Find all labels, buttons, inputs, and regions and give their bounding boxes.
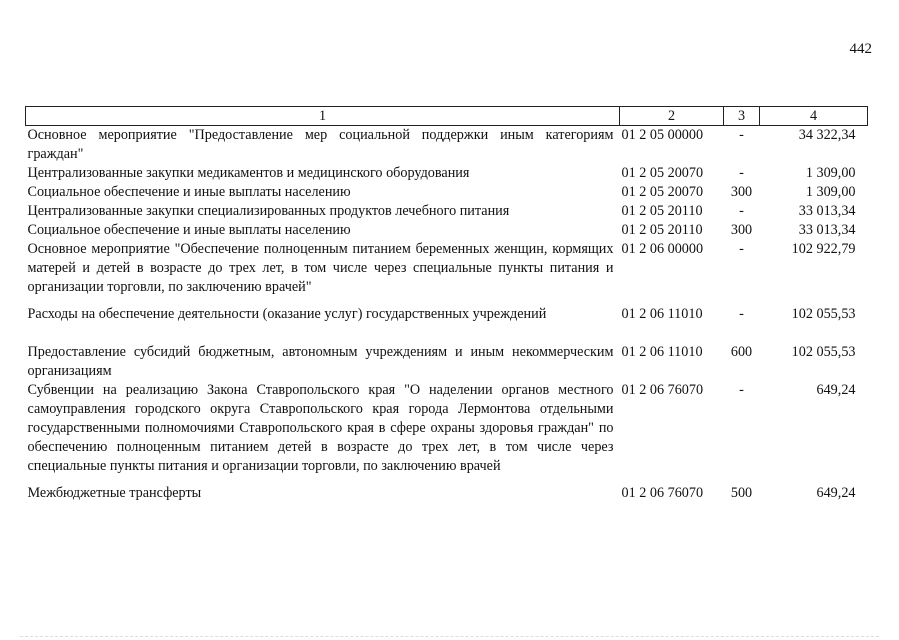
row-code: 01 2 05 20110: [621, 203, 703, 219]
row-amount: 102 055,53: [791, 306, 856, 322]
table-row: [26, 240, 868, 305]
header-col-1: 1: [26, 107, 620, 126]
table-row: [26, 305, 868, 343]
row-amount: 1 309,00: [805, 184, 856, 200]
budget-table: [25, 106, 868, 503]
header-col-2: 2: [620, 107, 724, 126]
row-code: 01 2 06 76070: [621, 485, 704, 501]
header-col-3: 3: [724, 107, 760, 126]
row-amount: 649,24: [816, 485, 856, 501]
table-row: [26, 221, 868, 240]
row-amount: 33 013,34: [798, 222, 856, 238]
row-type: 300: [730, 184, 753, 200]
row-code: 01 2 06 00000: [621, 241, 704, 257]
row-name: Основное мероприятие "Предоставление мер социальной поддержки иным категориям граждан": [27, 127, 614, 162]
row-name: Централизованные закупки медикаментов и медицинского оборудования: [27, 165, 470, 181]
table-row: [26, 381, 868, 484]
row-code: 01 2 05 20070: [621, 165, 704, 181]
table-row: [26, 126, 868, 165]
row-amount: 649,24: [816, 382, 856, 398]
table-row: [26, 202, 868, 221]
row-type: -: [739, 306, 744, 322]
header-col-4: 4: [760, 107, 868, 126]
row-type: -: [739, 127, 744, 143]
row-amount: 34 322,34: [798, 127, 856, 143]
table-row: [26, 484, 868, 503]
page-number: 442: [849, 41, 872, 57]
row-name: Субвенции на реализацию Закона Ставропольского края "О наделении органов местного самоуправления городского округа Ставропольского края города Лермонтова отдельными государственными полномочиями Ставропольского края в сфере охраны здоровья граждан" по обеспечению полноценным питанием детей в возрасте до трех лет, в том числе через специальные пункты питания и организации торговли, по заключению врачей: [27, 382, 614, 474]
row-type: -: [739, 382, 744, 398]
row-type: -: [739, 165, 744, 181]
row-name: Расходы на обеспечение деятельности (оказание услуг) государственных учреждений: [27, 306, 547, 322]
table-row: [26, 164, 868, 183]
row-type: 300: [730, 222, 753, 238]
row-code: 01 2 06 11010: [621, 306, 703, 322]
table-row: [26, 343, 868, 381]
row-type: -: [739, 241, 744, 257]
row-amount: 1 309,00: [805, 165, 856, 181]
row-type: -: [739, 203, 744, 219]
row-name: Социальное обеспечение и иные выплаты населению: [27, 222, 351, 238]
row-type: 500: [730, 485, 753, 501]
row-name: Основное мероприятие "Обеспечение полноценным питанием беременных женщин, кормящих матерей и детей в возрасте до трех лет, в том числе через специальные пункты питания и организации торговли, по заключению врачей": [27, 241, 614, 295]
row-amount: 102 055,53: [791, 344, 856, 360]
row-name: Предоставление субсидий бюджетным, автономным учреждениям и иным некоммерческим организациям: [27, 344, 614, 379]
row-code: 01 2 05 00000: [621, 127, 704, 143]
row-amount: 102 922,79: [791, 241, 856, 257]
row-code: 01 2 06 11010: [621, 344, 703, 360]
table-header-row: [26, 107, 868, 126]
row-name: Социальное обеспечение и иные выплаты населению: [27, 184, 351, 200]
table-row: [26, 183, 868, 202]
row-code: 01 2 06 76070: [621, 382, 704, 398]
row-name: Централизованные закупки специализированных продуктов лечебного питания: [27, 203, 510, 219]
row-amount: 33 013,34: [798, 203, 856, 219]
row-code: 01 2 05 20070: [621, 184, 704, 200]
row-code: 01 2 05 20110: [621, 222, 703, 238]
row-name: Межбюджетные трансферты: [27, 485, 202, 501]
page-bottom-rule: [20, 636, 879, 637]
row-type: 600: [730, 344, 753, 360]
